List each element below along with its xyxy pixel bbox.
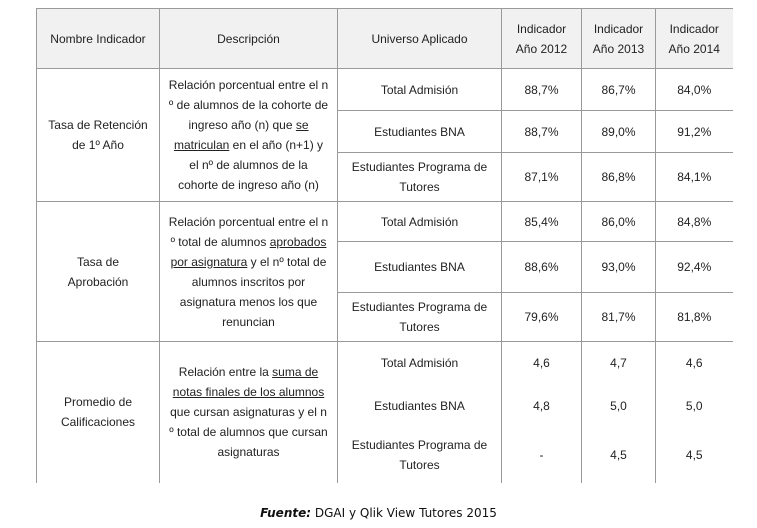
header-universo: Universo Aplicado: [338, 9, 502, 69]
value-cell-2014: 4,5: [656, 428, 733, 483]
value-cell-2014: 5,0: [656, 385, 733, 428]
indicator-name-line: Tasa de Retención: [48, 118, 148, 132]
value-cell-2012: 79,6%: [502, 293, 582, 342]
header-2012-line2: Año 2012: [515, 41, 568, 56]
universe-label: Total Admisión: [380, 82, 459, 97]
universe-label: Tutores: [399, 320, 440, 334]
value-cell-2014: 91,2%: [656, 111, 733, 153]
header-nombre: Nombre Indicador: [37, 9, 160, 69]
description-text: º total de alumnos que cursan: [169, 425, 328, 440]
indicators-table: [36, 8, 733, 483]
universe-cell: [338, 202, 502, 242]
description-text: Relación entre la: [178, 365, 273, 380]
description-line: [160, 232, 337, 252]
indicator-name-line: Calificaciones: [60, 415, 136, 430]
header-2012-line1: Indicador: [516, 21, 567, 36]
value-cell-2012: 87,1%: [502, 153, 582, 202]
description-line: [160, 135, 337, 155]
indicator-name-line: Tasa de: [76, 254, 120, 269]
indicator-description: [160, 69, 338, 202]
header-row: [37, 9, 733, 69]
value-cell-2012: 88,7%: [502, 111, 582, 153]
universe-cell: [338, 342, 502, 385]
indicator-description: [160, 342, 338, 483]
universe-cell: [338, 153, 502, 202]
universe-label: Estudiantes BNA: [374, 124, 465, 139]
header-2014: [656, 9, 733, 69]
universe-cell: [338, 69, 502, 111]
source-label: Fuente: [260, 506, 307, 520]
value-cell-2014: 84,8%: [656, 202, 733, 242]
value-cell-2012: -: [502, 428, 582, 483]
indicator-description: [160, 202, 338, 342]
value-cell-2013: 4,5: [582, 428, 656, 483]
value-cell-2013: 93,0%: [582, 242, 656, 293]
source-caption: [0, 506, 757, 520]
description-text: en el año (n+1) y: [229, 138, 324, 152]
description-text: Relación porcentual entre el n: [168, 78, 329, 92]
value-cell-2013: 81,7%: [582, 293, 656, 342]
value-cell-2013: 86,8%: [582, 153, 656, 202]
indicator-name-line: de 1º Año: [72, 138, 124, 152]
description-text: ingreso año (n) que: [188, 118, 296, 132]
universe-label: Tutores: [399, 458, 440, 472]
universe-label: Total Admisión: [380, 356, 459, 371]
value-cell-2012: 88,7%: [502, 69, 582, 111]
description-line: [160, 175, 337, 195]
description-underlined-text: por asignatura: [170, 254, 248, 269]
value-cell-2014: 92,4%: [656, 242, 733, 293]
value-cell-2012: 88,6%: [502, 242, 582, 293]
description-text: Relación porcentual entre el n: [168, 214, 329, 229]
universe-label: Estudiantes Programa de: [351, 160, 488, 174]
header-2014-line2: Año 2014: [668, 41, 720, 56]
header-2013-line2: Año 2013: [592, 41, 645, 56]
table-row: [37, 342, 733, 385]
indicator-name: [37, 202, 160, 342]
description-text: cohorte de ingreso año (n): [178, 178, 319, 192]
value-cell-2013: 86,7%: [582, 69, 656, 111]
description-line: [160, 272, 337, 292]
description-underlined-text: suma de: [272, 365, 319, 380]
description-line: [160, 252, 337, 272]
header-2012: [502, 9, 582, 69]
universe-label: Tutores: [399, 180, 440, 194]
universe-label: Estudiantes Programa de: [351, 438, 488, 452]
description-text: alumnos inscritos por: [191, 274, 306, 289]
description-line: [160, 442, 337, 462]
description-line: [160, 382, 337, 402]
source-colon: :: [306, 506, 312, 520]
universe-label: Estudiantes BNA: [374, 399, 465, 413]
description-line: [160, 362, 337, 382]
description-line: [160, 155, 337, 175]
description-underlined-text: aprobados: [269, 234, 327, 249]
description-underlined-text: se: [295, 118, 309, 132]
description-text: º total de alumnos: [170, 234, 270, 249]
description-line: [160, 115, 337, 135]
description-line: [160, 95, 337, 115]
indicator-name-line: Promedio de: [63, 395, 133, 410]
description-line: [160, 212, 337, 232]
header-2013: [582, 9, 656, 69]
universe-label: Total Admisión: [380, 214, 459, 229]
value-cell-2012: 85,4%: [502, 202, 582, 242]
description-text: renuncian: [222, 314, 275, 329]
value-cell-2013: 86,0%: [582, 202, 656, 242]
value-cell-2014: 81,8%: [656, 293, 733, 342]
value-cell-2012: 4,6: [502, 342, 582, 385]
indicators-body: [37, 69, 733, 483]
universe-label: Estudiantes BNA: [374, 260, 465, 274]
universe-cell: [338, 293, 502, 342]
description-underlined-text: matriculan: [173, 138, 230, 152]
universe-cell: [338, 242, 502, 293]
description-line: [160, 292, 337, 312]
description-text: y el nº total de: [247, 254, 327, 269]
description-line: [160, 422, 337, 442]
universe-label: Estudiantes Programa de: [351, 300, 488, 314]
value-cell-2014: 84,0%: [656, 69, 733, 111]
description-line: [160, 75, 337, 95]
header-2013-line1: Indicador: [593, 21, 644, 36]
table-row: [37, 69, 733, 111]
value-cell-2014: 84,1%: [656, 153, 733, 202]
description-line: [160, 312, 337, 332]
description-text: el nº de alumnos de la: [189, 158, 308, 172]
description-text: asignaturas: [217, 445, 280, 460]
universe-cell: [338, 428, 502, 483]
indicator-name-line: Aprobación: [67, 274, 129, 289]
universe-cell: [338, 111, 502, 153]
description-text: que cursan asignaturas y el n: [170, 405, 327, 420]
source-text: DGAI y Qlik View Tutores 2015: [311, 506, 497, 520]
value-cell-2012: 4,8: [502, 385, 582, 428]
universe-cell: [338, 385, 502, 428]
header-2014-line1: Indicador: [669, 21, 719, 36]
value-cell-2014: 4,6: [656, 342, 733, 385]
description-underlined-text: notas finales de los alumnos: [172, 385, 325, 400]
description-text: º de alumnos de la cohorte de: [168, 98, 329, 112]
header-descripcion: Descripción: [160, 9, 338, 69]
value-cell-2013: 4,7: [582, 342, 656, 385]
description-line: [160, 402, 337, 422]
description-text: asignatura menos los que: [179, 294, 318, 309]
value-cell-2013: 5,0: [582, 385, 656, 428]
table-row: [37, 202, 733, 242]
indicator-name: [37, 69, 160, 202]
value-cell-2013: 89,0%: [582, 111, 656, 153]
indicator-name: [37, 342, 160, 483]
